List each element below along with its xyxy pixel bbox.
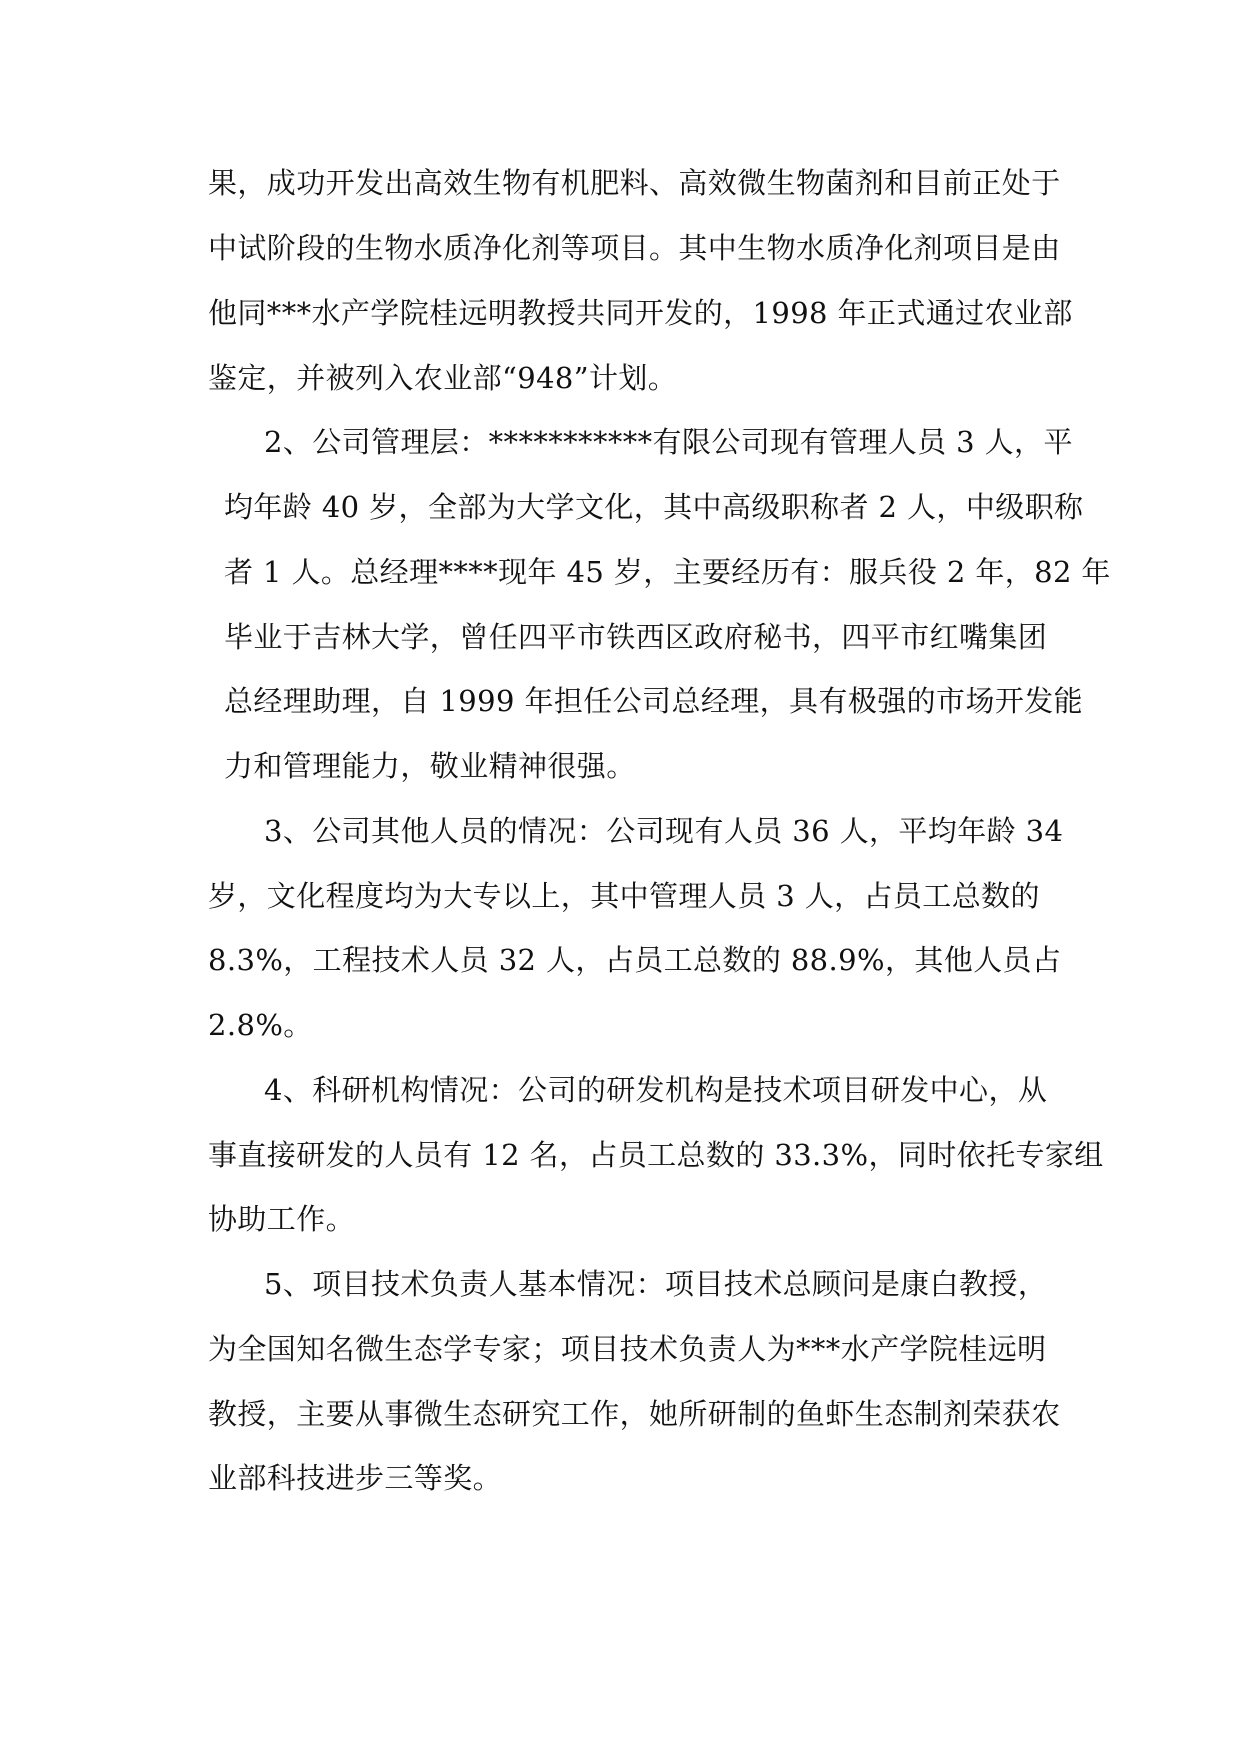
text-line: 鉴定，并被列入农业部“948”计划。	[208, 361, 678, 395]
text-line: 事直接研发的人员有 12 名，占员工总数的 33.3%，同时依托专家组	[208, 1138, 1104, 1172]
text-line: 2、公司管理层：***********有限公司现有管理人员 3 人，平	[264, 425, 1073, 459]
text-line: 4、科研机构情况：公司的研发机构是技术项目研发中心，从	[264, 1073, 1048, 1107]
text-line: 总经理助理，自 1999 年担任公司总经理，具有极强的市场开发能	[224, 684, 1084, 718]
text-line: 中试阶段的生物水质净化剂等项目。其中生物水质净化剂项目是由	[208, 231, 1061, 265]
text-line: 果，成功开发出高效生物有机肥料、高效微生物菌剂和目前正处于	[208, 166, 1061, 200]
text-line: 力和管理能力，敬业精神很强。	[224, 749, 636, 783]
text-line: 8.3%，工程技术人员 32 人，占员工总数的 88.9%，其他人员占	[208, 943, 1062, 977]
text-line: 毕业于吉林大学，曾任四平市铁西区政府秘书，四平市红嘴集团	[224, 620, 1048, 654]
text-line: 为全国知名微生态学专家；项目技术负责人为***水产学院桂远明	[208, 1332, 1047, 1366]
text-line: 均年龄 40 岁，全部为大学文化，其中高级职称者 2 人，中级职称	[224, 490, 1084, 524]
text-line: 他同***水产学院桂远明教授共同开发的，1998 年正式通过农业部	[208, 296, 1073, 330]
text-line: 3、公司其他人员的情况：公司现有人员 36 人，平均年龄 34	[264, 814, 1064, 848]
text-line: 2.8%。	[208, 1008, 313, 1042]
text-line: 协助工作。	[208, 1202, 356, 1236]
text-line: 5、项目技术负责人基本情况：项目技术总顾问是康白教授，	[264, 1267, 1048, 1301]
text-line: 教授，主要从事微生态研究工作，她所研制的鱼虾生态制剂荣获农	[208, 1397, 1061, 1431]
text-line: 业部科技进步三等奖。	[208, 1461, 503, 1495]
text-line: 岁，文化程度均为大专以上，其中管理人员 3 人，占员工总数的	[208, 879, 1040, 913]
text-line: 者 1 人。总经理****现年 45 岁，主要经历有：服兵役 2 年，82 年	[224, 555, 1111, 589]
